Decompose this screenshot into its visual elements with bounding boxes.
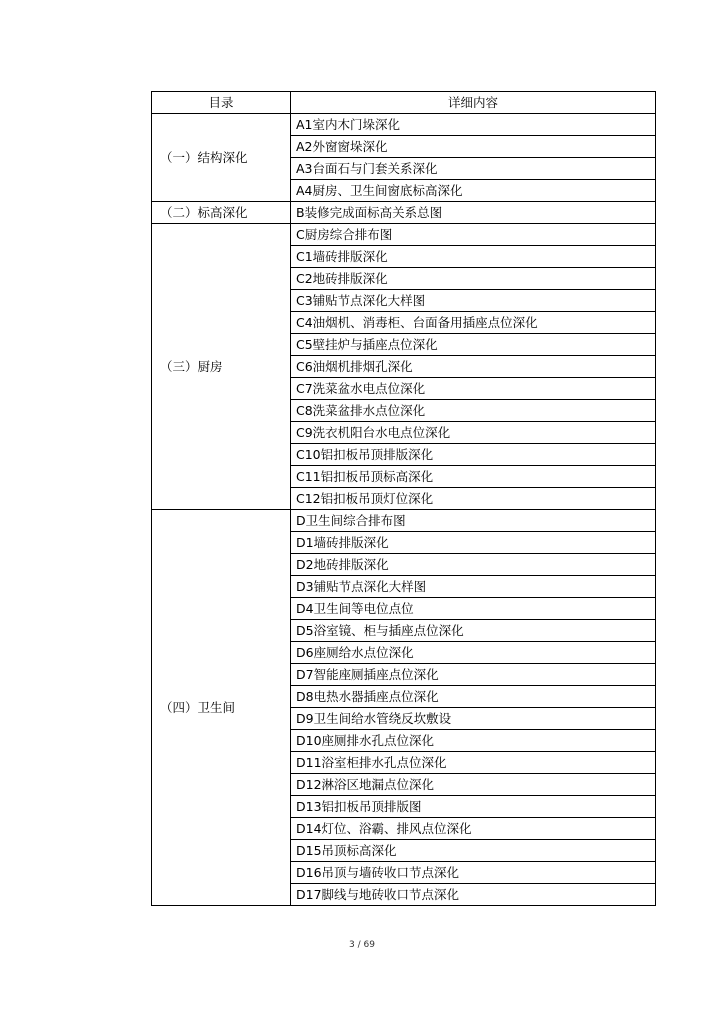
header-catalog: 目录 bbox=[152, 92, 291, 114]
detail-item: C10铝扣板吊顶排版深化 bbox=[291, 444, 656, 466]
detail-item: C8洗菜盆排水点位深化 bbox=[291, 400, 656, 422]
toc-table bbox=[151, 91, 656, 906]
section-title: （三）厨房 bbox=[152, 224, 291, 510]
detail-item: D3铺贴节点深化大样图 bbox=[291, 576, 656, 598]
detail-item: D13铝扣板吊顶排版图 bbox=[291, 796, 656, 818]
detail-item: C2地砖排版深化 bbox=[291, 268, 656, 290]
detail-item: C7洗菜盆水电点位深化 bbox=[291, 378, 656, 400]
detail-item: D4卫生间等电位点位 bbox=[291, 598, 656, 620]
detail-item: D7智能座厕插座点位深化 bbox=[291, 664, 656, 686]
detail-item: C3铺贴节点深化大样图 bbox=[291, 290, 656, 312]
detail-item: C11铝扣板吊顶标高深化 bbox=[291, 466, 656, 488]
detail-item: C12铝扣板吊顶灯位深化 bbox=[291, 488, 656, 510]
detail-item: A3台面石与门套关系深化 bbox=[291, 158, 656, 180]
detail-item: A4厨房、卫生间窗底标高深化 bbox=[291, 180, 656, 202]
detail-item: D16吊顶与墙砖收口节点深化 bbox=[291, 862, 656, 884]
detail-item: A2外窗窗垛深化 bbox=[291, 136, 656, 158]
detail-item: D8电热水器插座点位深化 bbox=[291, 686, 656, 708]
detail-item: D17脚线与地砖收口节点深化 bbox=[291, 884, 656, 906]
table-row bbox=[152, 114, 656, 136]
section-title: （二）标高深化 bbox=[152, 202, 291, 224]
detail-item: C厨房综合排布图 bbox=[291, 224, 656, 246]
detail-item: D6座厕给水点位深化 bbox=[291, 642, 656, 664]
detail-item: D10座厕排水孔点位深化 bbox=[291, 730, 656, 752]
table-row bbox=[152, 224, 656, 246]
table-header-row bbox=[152, 92, 656, 114]
page-number: 3 / 69 bbox=[349, 940, 375, 950]
detail-item: D14灯位、浴霸、排风点位深化 bbox=[291, 818, 656, 840]
detail-item: D1墙砖排版深化 bbox=[291, 532, 656, 554]
detail-item: C4油烟机、消毒柜、台面备用插座点位深化 bbox=[291, 312, 656, 334]
table-row bbox=[152, 510, 656, 532]
detail-item: D9卫生间给水管绕反坎敷设 bbox=[291, 708, 656, 730]
detail-item: C9洗衣机阳台水电点位深化 bbox=[291, 422, 656, 444]
detail-item: D5浴室镜、柜与插座点位深化 bbox=[291, 620, 656, 642]
detail-item: C6油烟机排烟孔深化 bbox=[291, 356, 656, 378]
detail-item: C1墙砖排版深化 bbox=[291, 246, 656, 268]
table-row bbox=[152, 202, 656, 224]
section-title: （四）卫生间 bbox=[152, 510, 291, 906]
detail-item: D11浴室柜排水孔点位深化 bbox=[291, 752, 656, 774]
toc-body bbox=[152, 114, 656, 906]
detail-item: D卫生间综合排布图 bbox=[291, 510, 656, 532]
detail-item: A1室内木门垛深化 bbox=[291, 114, 656, 136]
detail-item: D15吊顶标高深化 bbox=[291, 840, 656, 862]
detail-item: D2地砖排版深化 bbox=[291, 554, 656, 576]
section-title: （一）结构深化 bbox=[152, 114, 291, 202]
detail-item: D12淋浴区地漏点位深化 bbox=[291, 774, 656, 796]
header-details: 详细内容 bbox=[291, 92, 656, 114]
detail-item: B装修完成面标高关系总图 bbox=[291, 202, 656, 224]
detail-item: C5壁挂炉与插座点位深化 bbox=[291, 334, 656, 356]
